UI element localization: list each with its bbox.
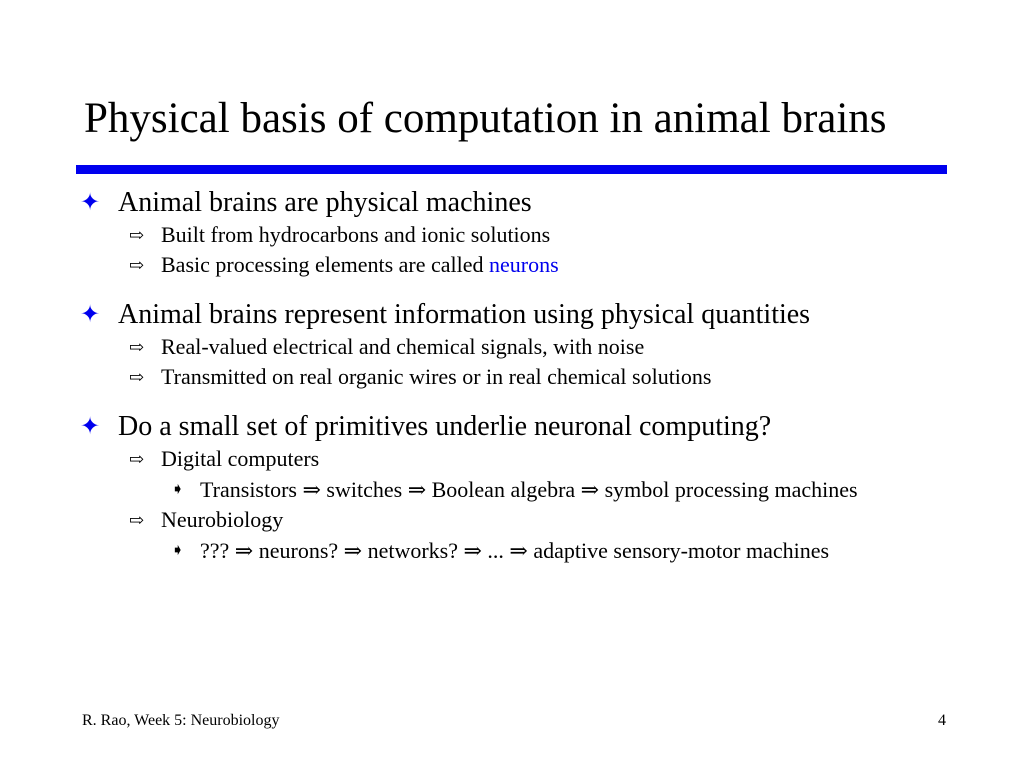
bullet-level1 — [0, 186, 1024, 220]
four-pointed-star-icon: ✦ — [80, 302, 101, 328]
bullet-level2 — [0, 362, 1024, 392]
bullet-level2 — [0, 220, 1024, 250]
hollow-arrow-icon: ⇨ — [129, 225, 145, 245]
bullet-text: Digital computers — [161, 446, 320, 471]
footer-course-label: R. Rao, Week 5: Neurobiology — [82, 712, 280, 729]
diamond-arrow-icon: ➧ — [171, 481, 185, 498]
bullet-text: Real-valued electrical and chemical signals, with noise — [161, 334, 645, 359]
four-pointed-star-icon: ✦ — [80, 190, 101, 216]
bullet-text: Animal brains represent information using physical quantities — [118, 299, 811, 330]
hollow-arrow-icon: ⇨ — [129, 255, 145, 275]
bullet-text: Do a small set of primitives underlie neuronal computing? — [118, 411, 772, 442]
bullet-level3 — [0, 535, 950, 566]
bullet-text: ??? ⇒ neurons? ⇒ networks? ⇒ ... ⇒ adaptive sensory-motor machines — [200, 538, 830, 563]
slide-title: Physical basis of computation in animal brains — [84, 95, 887, 142]
bullet-text: Transistors ⇒ switches ⇒ Boolean algebra ⇒ symbol processing machines — [200, 477, 858, 502]
bullet-text: Transmitted on real organic wires or in real chemical solutions — [161, 364, 712, 389]
bullet-text: Neurobiology — [161, 507, 284, 532]
bullet-level3 — [0, 474, 950, 505]
slide-body — [0, 186, 1024, 566]
bullet-text: Built from hydrocarbons and ionic solutions — [161, 222, 551, 247]
bullet-level2 — [0, 250, 1024, 280]
bullet-level2 — [0, 332, 1024, 362]
bullet-level2 — [0, 505, 1024, 535]
hollow-arrow-icon: ⇨ — [129, 449, 145, 469]
hollow-arrow-icon: ⇨ — [129, 337, 145, 357]
bullet-level1 — [0, 410, 1024, 444]
bullet-text: Animal brains are physical machines — [118, 187, 532, 218]
four-pointed-star-icon: ✦ — [80, 414, 101, 440]
hollow-arrow-icon: ⇨ — [129, 367, 145, 387]
diamond-arrow-icon: ➧ — [171, 542, 185, 559]
bullet-text: Basic processing elements are called — [161, 252, 490, 277]
title-underline — [76, 165, 947, 174]
highlighted-term: neurons — [489, 252, 559, 277]
bullet-level2 — [0, 444, 1024, 474]
bullet-level1 — [0, 298, 1024, 332]
page-number: 4 — [938, 712, 946, 729]
hollow-arrow-icon: ⇨ — [129, 510, 145, 530]
